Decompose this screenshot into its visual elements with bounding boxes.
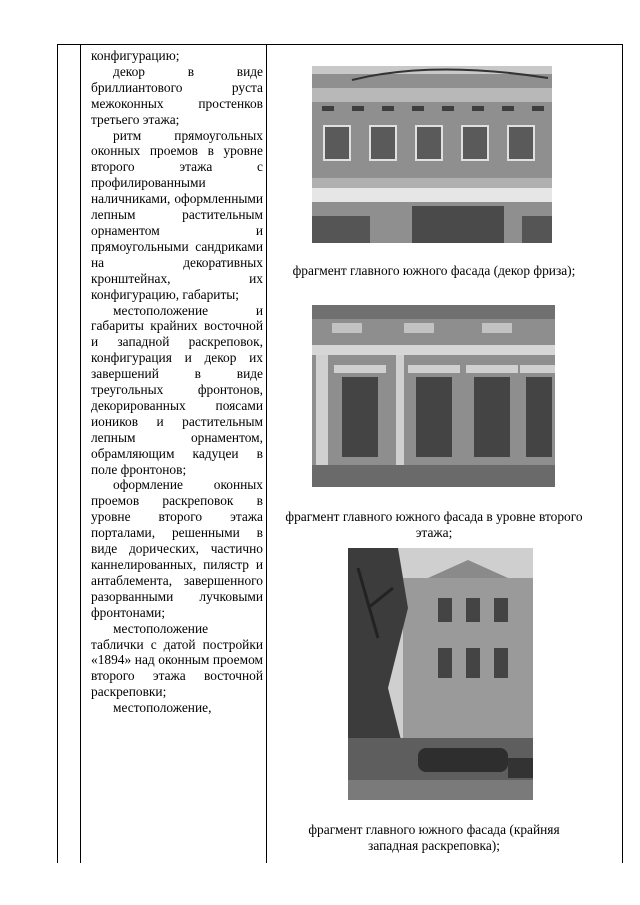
table-border-right: [622, 44, 623, 863]
protected-elements-text: [91, 48, 263, 716]
frieze-caption: фрагмент главного южного фасада (декор фриза);: [292, 263, 576, 278]
second-floor-caption: фрагмент главного южного фасада в уровне второго этажа;: [285, 509, 583, 540]
second-floor-photo: [312, 305, 555, 487]
table-border-left: [57, 44, 58, 863]
frieze-photo: [312, 66, 552, 243]
paragraph-1: конфигурацию;: [91, 48, 180, 63]
west-projection-photo: [348, 548, 533, 800]
paragraph-4: местоположение и габариты крайних восточной и западной раскреповок, конфигурация и декор их завершений в виде треугольных фронтонов, декорированных поясами иоников и растительным лепным орнаментом, обрамляющим кадуцеи в поле фронтонов;: [91, 302, 263, 477]
paragraph-5: оформление оконных проемов раскреповок в уровне второго этажа порталами, решенными в виде дорических, частично каннелированных, пилястр и антаблемента, завершенного разорванными лучковыми фронтонами;: [91, 477, 263, 620]
west-projection-caption: фрагмент главного южного фасада (крайняя западная раскреповка);: [308, 822, 560, 853]
paragraph-3: ритм прямоугольных оконных проемов в уровне второго этажа с профилированными наличниками, оформленными лепным растительным орнаментом и прямоугольными сандриками на декоративных кронштейнах, их конфигурацию, габариты;: [91, 127, 263, 302]
paragraph-7: местоположение,: [113, 700, 212, 716]
paragraph-2: декор в виде бриллиантового руста межоконных простенков третьего этажа;: [91, 63, 263, 127]
table-border-middle: [266, 44, 267, 863]
table-border-number-column: [80, 44, 81, 863]
table-top-border: [57, 44, 623, 45]
paragraph-6: местоположение таблички с датой постройки «1894» над оконным проемом второго этажа восточной раскреповки;: [91, 620, 263, 700]
